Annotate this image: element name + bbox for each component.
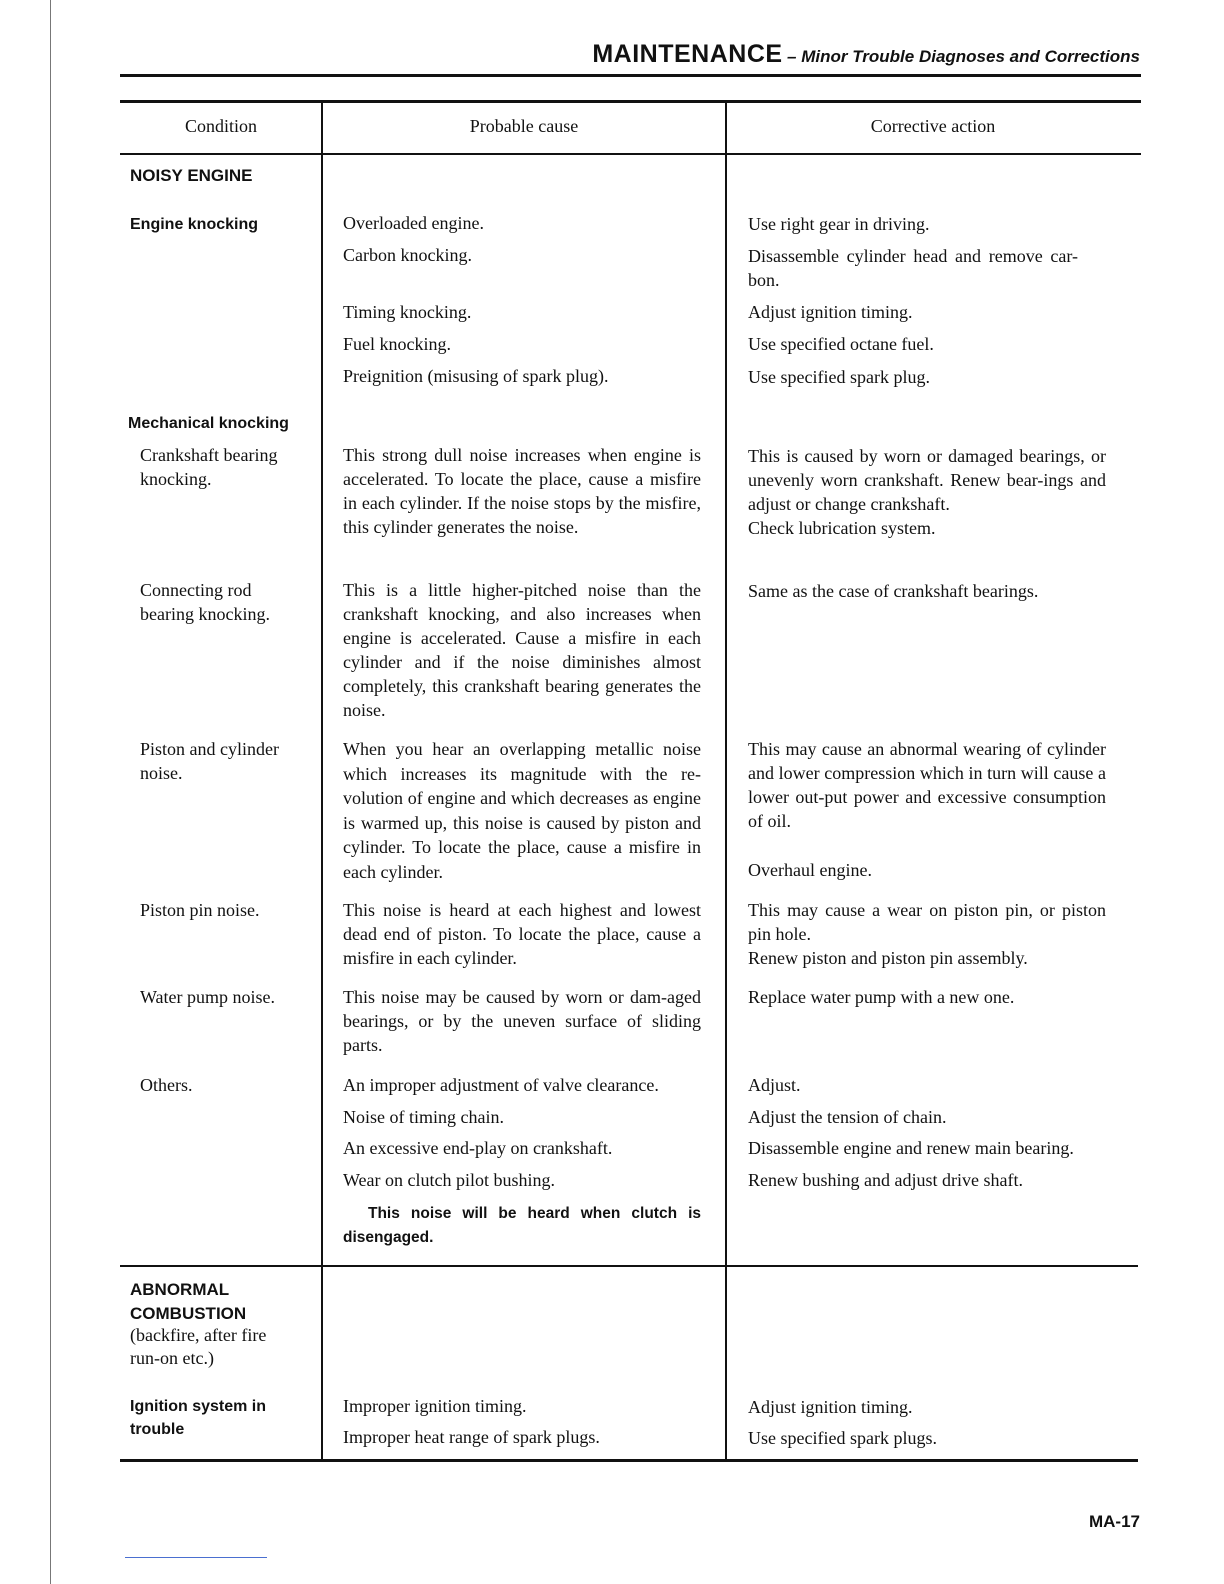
cause: Improper heat range of spark plugs. — [343, 1427, 600, 1447]
page-header — [592, 40, 1140, 69]
action: This may cause an abnormal wearing of cylinder and lower compression which in turn will cause a lower out-put power and excessive consumption of oil. — [748, 739, 1106, 831]
cause: This strong dull noise increases when engine is accelerated. To locate the place, cause a misfire in each cylinder. If the noise stops by the misfire, this cylinder generates the noise. — [343, 445, 701, 537]
cause: When you hear an overlapping metallic noise which increases its magnitude with the re-volution of engine and which decreases as engine is warmed up, this noise is caused by piston and cylinder. To locate the place, cause a misfire in each cylinder. — [343, 739, 701, 882]
action: Adjust. — [748, 1075, 801, 1095]
cause: Timing knocking. — [343, 302, 472, 322]
action: Use right gear in driving. — [748, 214, 930, 234]
cause: This noise may be caused by worn or dam-aged bearings, or by the uneven surface of sliding parts. — [343, 987, 701, 1055]
subheading-mechanical-knocking: Mechanical knocking — [128, 415, 289, 432]
page-subtitle: – Minor Trouble Diagnoses and Corrections — [787, 47, 1140, 66]
action: Disassemble cylinder head and remove car-bon. — [748, 246, 1078, 290]
column-divider-1 — [321, 100, 323, 1461]
action: Adjust the tension of chain. — [748, 1107, 947, 1127]
binding-line — [50, 0, 51, 1584]
condition: Piston pin noise. — [140, 900, 260, 920]
cause: Carbon knocking. — [343, 245, 472, 265]
cause: Noise of timing chain. — [343, 1107, 504, 1127]
section-heading-noisy-engine: NOISY ENGINE — [130, 166, 253, 185]
action: Adjust ignition timing. — [748, 1397, 913, 1417]
condition: Others. — [140, 1075, 193, 1095]
table-bottom-rule — [120, 1459, 1138, 1462]
section-divider — [120, 1265, 1138, 1267]
condition: Crankshaft bearing knocking. — [140, 445, 278, 489]
cause: This noise is heard at each highest and lowest dead end of piston. To locate the place, cause a misfire in each cylinder. — [343, 900, 701, 968]
table-top-rule — [120, 100, 1141, 103]
subheading-ignition-system: Ignition system in trouble — [130, 1398, 267, 1438]
clutch-note: This noise will be heard when clutch is disengaged. — [343, 1205, 701, 1246]
action: Check lubrication system. — [748, 518, 936, 538]
column-header-condition: Condition — [184, 116, 257, 136]
cause: Overloaded engine. — [343, 213, 484, 233]
section-detail: (backfire, after fire run-on etc.) — [130, 1325, 267, 1368]
section-heading-abnormal-combustion: ABNORMAL COMBUSTION — [130, 1280, 247, 1323]
cause: This is a little higher-pitched noise than the crankshaft knocking, and also increases when engine is accelerated. Cause a misfire in each cylinder and if the noise diminishes almost completely, this crankshaft bearing generates the noise. — [343, 580, 701, 720]
action: Disassemble engine and renew main bearing. — [748, 1138, 1074, 1158]
action: Use specified spark plug. — [748, 367, 930, 387]
column-header-probable-cause: Probable cause — [469, 116, 579, 136]
cause: Improper ignition timing. — [343, 1396, 527, 1416]
cause: An excessive end-play on crankshaft. — [343, 1138, 613, 1158]
action: Renew piston and piston pin assembly. — [748, 948, 1028, 968]
subheading-engine-knocking: Engine knocking — [130, 216, 259, 233]
condition: Piston and cylinder noise. — [140, 739, 279, 783]
page-number: MA-17 — [1088, 1512, 1140, 1531]
action: Same as the case of crankshaft bearings. — [748, 581, 1039, 601]
column-header-corrective-action: Corrective action — [870, 116, 996, 136]
cause: An improper adjustment of valve clearance. — [343, 1075, 659, 1095]
blue-mark — [125, 1557, 267, 1558]
action: Use specified octane fuel. — [748, 334, 934, 354]
action: This is caused by worn or damaged bearings, or unevenly worn crankshaft. Renew bear-ings and adjust or change crankshaft. — [748, 446, 1106, 514]
table-header-rule — [120, 153, 1141, 155]
action: Adjust ignition timing. — [748, 302, 913, 322]
condition: Water pump noise. — [140, 987, 276, 1007]
action: Use specified spark plugs. — [748, 1428, 937, 1448]
cause: Preignition (misusing of spark plug). — [343, 366, 609, 386]
header-rule — [120, 74, 1141, 77]
action: Overhaul engine. — [748, 860, 872, 880]
action: Renew bushing and adjust drive shaft. — [748, 1170, 1023, 1190]
page-title: MAINTENANCE — [592, 40, 783, 68]
action: Replace water pump with a new one. — [748, 987, 1015, 1007]
condition: Connecting rod bearing knocking. — [140, 580, 270, 624]
cause: Wear on clutch pilot bushing. — [343, 1170, 556, 1190]
column-divider-2 — [725, 100, 727, 1461]
action: This may cause a wear on piston pin, or piston pin hole. — [748, 900, 1106, 944]
cause: Fuel knocking. — [343, 334, 451, 354]
